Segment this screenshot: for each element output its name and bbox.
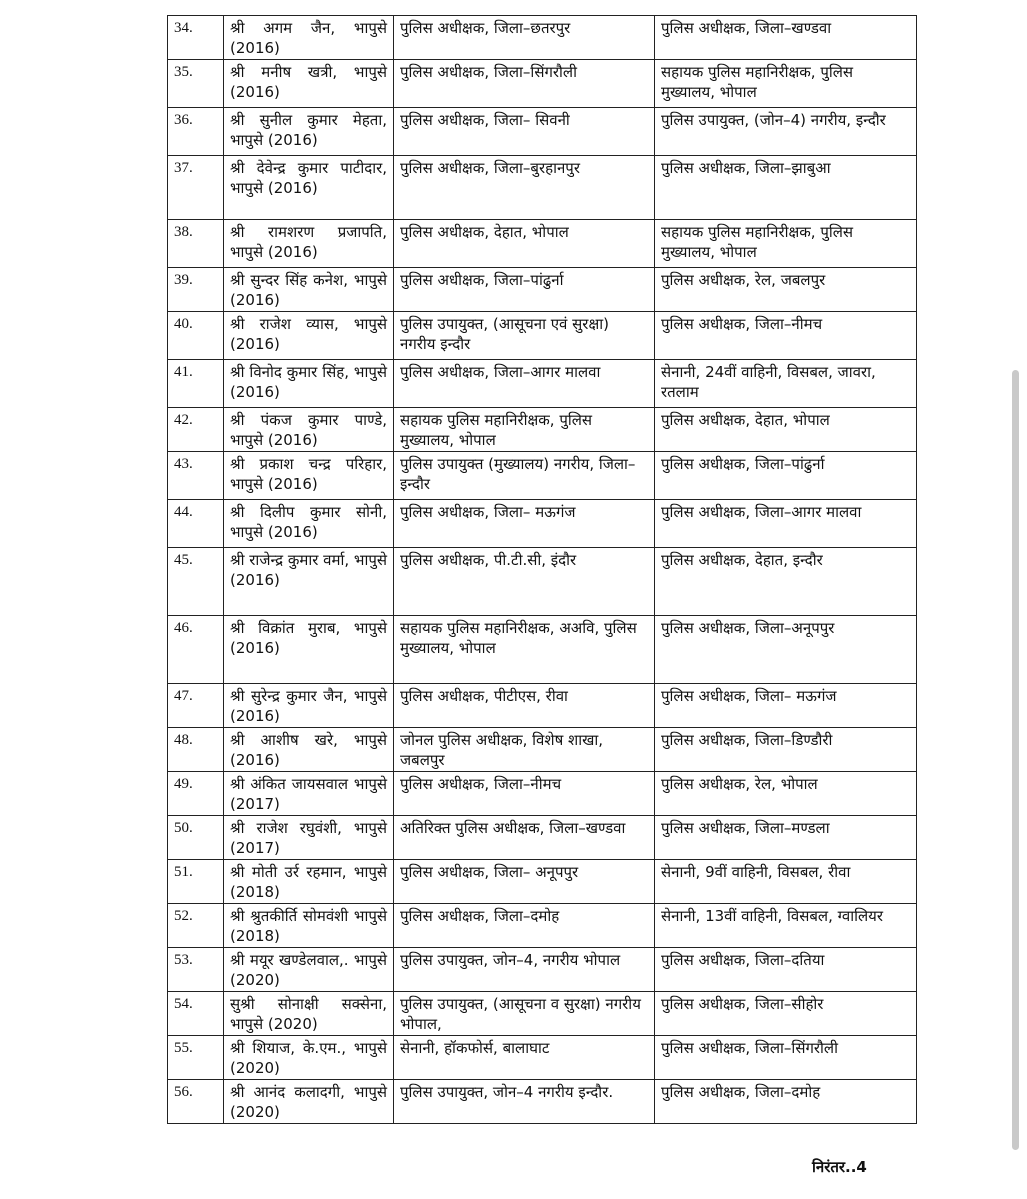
serial-number-cell: 35. (168, 60, 224, 108)
current-posting-cell: पुलिस अधीक्षक, जिला–दमोह (394, 904, 655, 948)
officer-name-cell: श्री आनंद कलादगी, भापुसे (2020) (224, 1080, 394, 1124)
table-row (168, 816, 917, 860)
officer-name-cell: श्री सुरेन्द्र कुमार जैन, भापुसे (2016) (224, 684, 394, 728)
current-posting-cell: पुलिस अधीक्षक, पीटीएस, रीवा (394, 684, 655, 728)
table-row (168, 156, 917, 220)
table-row (168, 616, 917, 684)
current-posting-cell: सहायक पुलिस महानिरीक्षक, अअवि, पुलिस मुख्यालय, भोपाल (394, 616, 655, 684)
serial-number-cell: 39. (168, 268, 224, 312)
new-posting-cell: सहायक पुलिस महानिरीक्षक, पुलिस मुख्यालय, भोपाल (655, 60, 917, 108)
current-posting-cell: पुलिस उपायुक्त, (आसूचना व सुरक्षा) नगरीय भोपाल, (394, 992, 655, 1036)
new-posting-cell: पुलिस अधीक्षक, जिला–नीमच (655, 312, 917, 360)
serial-number-cell: 44. (168, 500, 224, 548)
officer-name-cell: श्री मनीष खत्री, भापुसे (2016) (224, 60, 394, 108)
table-row (168, 360, 917, 408)
new-posting-cell: पुलिस अधीक्षक, जिला–सीहोर (655, 992, 917, 1036)
current-posting-cell: पुलिस उपायुक्त (मुख्यालय) नगरीय, जिला–इन्दौर (394, 452, 655, 500)
officer-name-cell: श्री दिलीप कुमार सोनी, भापुसे (2016) (224, 500, 394, 548)
current-posting-cell: पुलिस उपायुक्त, जोन–4, नगरीय भोपाल (394, 948, 655, 992)
table-row (168, 948, 917, 992)
new-posting-cell: पुलिस अधीक्षक, जिला–सिंगरौली (655, 1036, 917, 1080)
current-posting-cell: पुलिस अधीक्षक, जिला– मऊगंज (394, 500, 655, 548)
current-posting-cell: पुलिस अधीक्षक, जिला–नीमच (394, 772, 655, 816)
current-posting-cell: पुलिस अधीक्षक, जिला–बुरहानपुर (394, 156, 655, 220)
serial-number-cell: 40. (168, 312, 224, 360)
current-posting-cell: पुलिस अधीक्षक, जिला–आगर मालवा (394, 360, 655, 408)
table-row (168, 992, 917, 1036)
serial-number-cell: 45. (168, 548, 224, 616)
table-row (168, 904, 917, 948)
serial-number-cell: 54. (168, 992, 224, 1036)
transfer-table (167, 15, 917, 1124)
officer-name-cell: श्री मयूर खण्डेलवाल,. भापुसे (2020) (224, 948, 394, 992)
officer-name-cell: श्री राजेन्द्र कुमार वर्मा, भापुसे (2016) (224, 548, 394, 616)
scrollbar[interactable] (1012, 370, 1019, 1150)
new-posting-cell: पुलिस अधीक्षक, देहात, इन्दौर (655, 548, 917, 616)
table-row (168, 16, 917, 60)
serial-number-cell: 50. (168, 816, 224, 860)
current-posting-cell: अतिरिक्त पुलिस अधीक्षक, जिला–खण्डवा (394, 816, 655, 860)
new-posting-cell: पुलिस अधीक्षक, जिला–झाबुआ (655, 156, 917, 220)
serial-number-cell: 52. (168, 904, 224, 948)
table-row (168, 684, 917, 728)
new-posting-cell: पुलिस अधीक्षक, जिला–अनूपपुर (655, 616, 917, 684)
current-posting-cell: पुलिस अधीक्षक, देहात, भोपाल (394, 220, 655, 268)
transfer-table-body (168, 16, 917, 1124)
officer-name-cell: श्री सुन्दर सिंह कनेश, भापुसे (2016) (224, 268, 394, 312)
table-row (168, 500, 917, 548)
table-row (168, 1036, 917, 1080)
current-posting-cell: पुलिस उपायुक्त, (आसूचना एवं सुरक्षा) नगरीय इन्दौर (394, 312, 655, 360)
new-posting-cell: पुलिस अधीक्षक, जिला–मण्डला (655, 816, 917, 860)
table-row (168, 312, 917, 360)
serial-number-cell: 51. (168, 860, 224, 904)
current-posting-cell: जोनल पुलिस अधीक्षक, विशेष शाखा, जबलपुर (394, 728, 655, 772)
new-posting-cell: पुलिस अधीक्षक, जिला–पांढुर्ना (655, 452, 917, 500)
serial-number-cell: 41. (168, 360, 224, 408)
new-posting-cell: पुलिस अधीक्षक, जिला–आगर मालवा (655, 500, 917, 548)
officer-name-cell: श्री विक्रांत मुराब, भापुसे (2016) (224, 616, 394, 684)
table-row (168, 452, 917, 500)
serial-number-cell: 47. (168, 684, 224, 728)
current-posting-cell: पुलिस उपायुक्त, जोन–4 नगरीय इन्दौर. (394, 1080, 655, 1124)
serial-number-cell: 46. (168, 616, 224, 684)
new-posting-cell: पुलिस अधीक्षक, जिला–खण्डवा (655, 16, 917, 60)
officer-name-cell: श्री राजेश व्यास, भापुसे (2016) (224, 312, 394, 360)
current-posting-cell: पुलिस अधीक्षक, जिला–पांढुर्ना (394, 268, 655, 312)
current-posting-cell: पुलिस अधीक्षक, जिला– सिवनी (394, 108, 655, 156)
serial-number-cell: 42. (168, 408, 224, 452)
officer-name-cell: श्री मोती उर्र रहमान, भापुसे (2018) (224, 860, 394, 904)
new-posting-cell: पुलिस अधीक्षक, रेल, जबलपुर (655, 268, 917, 312)
serial-number-cell: 43. (168, 452, 224, 500)
new-posting-cell: पुलिस अधीक्षक, जिला–डिण्डौरी (655, 728, 917, 772)
officer-name-cell: श्री श्रुतकीर्ति सोमवंशी भापुसे (2018) (224, 904, 394, 948)
officer-name-cell: श्री राजेश रघुवंशी, भापुसे (2017) (224, 816, 394, 860)
officer-name-cell: श्री देवेन्द्र कुमार पाटीदार, भापुसे (2016) (224, 156, 394, 220)
officer-name-cell: श्री प्रकाश चन्द्र परिहार, भापुसे (2016) (224, 452, 394, 500)
current-posting-cell: पुलिस अधीक्षक, जिला–छतरपुर (394, 16, 655, 60)
current-posting-cell: पुलिस अधीक्षक, पी.टी.सी, इंदौर (394, 548, 655, 616)
officer-name-cell: श्री विनोद कुमार सिंह, भापुसे (2016) (224, 360, 394, 408)
officer-name-cell: श्री रामशरण प्रजापति, भापुसे (2016) (224, 220, 394, 268)
serial-number-cell: 53. (168, 948, 224, 992)
table-row (168, 860, 917, 904)
table-row (168, 1080, 917, 1124)
officer-name-cell: श्री अंकित जायसवाल भापुसे (2017) (224, 772, 394, 816)
table-row (168, 108, 917, 156)
current-posting-cell: पुलिस अधीक्षक, जिला– अनूपपुर (394, 860, 655, 904)
new-posting-cell: सेनानी, 24वीं वाहिनी, विसबल, जावरा, रतलाम (655, 360, 917, 408)
serial-number-cell: 38. (168, 220, 224, 268)
officer-name-cell: श्री आशीष खरे, भापुसे (2016) (224, 728, 394, 772)
new-posting-cell: सहायक पुलिस महानिरीक्षक, पुलिस मुख्यालय, भोपाल (655, 220, 917, 268)
serial-number-cell: 48. (168, 728, 224, 772)
officer-name-cell: श्री पंकज कुमार पाण्डे, भापुसे (2016) (224, 408, 394, 452)
new-posting-cell: पुलिस अधीक्षक, जिला– मऊगंज (655, 684, 917, 728)
serial-number-cell: 34. (168, 16, 224, 60)
serial-number-cell: 56. (168, 1080, 224, 1124)
officer-name-cell: सुश्री सोनाक्षी सक्सेना, भापुसे (2020) (224, 992, 394, 1036)
serial-number-cell: 55. (168, 1036, 224, 1080)
table-row (168, 220, 917, 268)
officer-name-cell: श्री शियाज, के.एम., भापुसे (2020) (224, 1036, 394, 1080)
table-row (168, 548, 917, 616)
new-posting-cell: सेनानी, 9वीं वाहिनी, विसबल, रीवा (655, 860, 917, 904)
new-posting-cell: पुलिस उपायुक्त, (जोन–4) नगरीय, इन्दौर (655, 108, 917, 156)
continued-note: निरंतर..4 (812, 1158, 867, 1176)
serial-number-cell: 37. (168, 156, 224, 220)
serial-number-cell: 49. (168, 772, 224, 816)
table-row (168, 60, 917, 108)
current-posting-cell: सेनानी, हॉकफोर्स, बालाघाट (394, 1036, 655, 1080)
officer-name-cell: श्री अगम जैन, भापुसे (2016) (224, 16, 394, 60)
new-posting-cell: पुलिस अधीक्षक, देहात, भोपाल (655, 408, 917, 452)
table-row (168, 408, 917, 452)
new-posting-cell: पुलिस अधीक्षक, जिला–दतिया (655, 948, 917, 992)
officer-name-cell: श्री सुनील कुमार मेहता, भापुसे (2016) (224, 108, 394, 156)
new-posting-cell: पुलिस अधीक्षक, रेल, भोपाल (655, 772, 917, 816)
current-posting-cell: सहायक पुलिस महानिरीक्षक, पुलिस मुख्यालय, भोपाल (394, 408, 655, 452)
new-posting-cell: पुलिस अधीक्षक, जिला–दमोह (655, 1080, 917, 1124)
serial-number-cell: 36. (168, 108, 224, 156)
new-posting-cell: सेनानी, 13वीं वाहिनी, विसबल, ग्वालियर (655, 904, 917, 948)
table-row (168, 268, 917, 312)
current-posting-cell: पुलिस अधीक्षक, जिला–सिंगरौली (394, 60, 655, 108)
table-row (168, 728, 917, 772)
table-row (168, 772, 917, 816)
